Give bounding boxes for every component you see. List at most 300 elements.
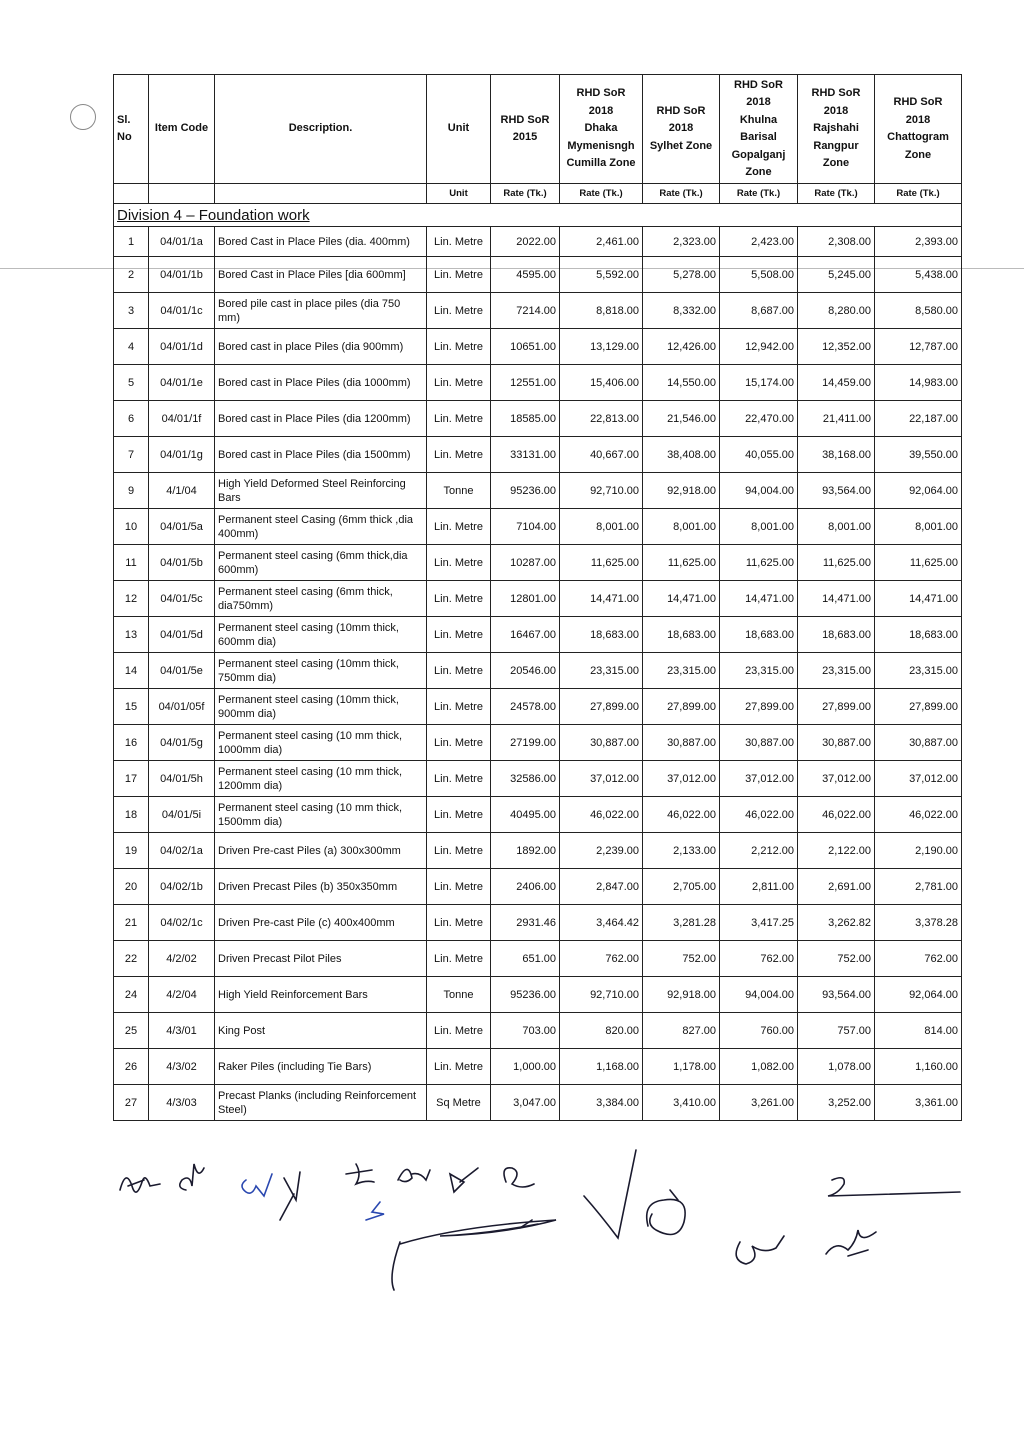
cell-sl-no: 27: [114, 1085, 149, 1121]
cell-rate-rajshahi: 30,887.00: [798, 725, 875, 761]
table-row: [114, 833, 962, 869]
cell-rate-rajshahi: 12,352.00: [798, 329, 875, 365]
cell-rate-sylhet: 14,550.00: [643, 365, 720, 401]
cell-rate-rajshahi: 21,411.00: [798, 401, 875, 437]
cell-rate-sylhet: 27,899.00: [643, 689, 720, 725]
cell-rate-2015: 20546.00: [491, 653, 560, 689]
table-row: [114, 653, 962, 689]
cell-rate-2015: 4595.00: [491, 257, 560, 293]
cell-rate-chattogram: 5,438.00: [875, 257, 962, 293]
cell-description: Driven Pre-cast Piles (a) 300x300mm: [215, 833, 427, 869]
table-row: [114, 257, 962, 293]
cell-description: Driven Precast Pilot Piles: [215, 941, 427, 977]
cell-sl-no: 7: [114, 437, 149, 473]
cell-rate-dhaka: 14,471.00: [560, 581, 643, 617]
table-row: [114, 617, 962, 653]
cell-rate-khulna: 8,001.00: [720, 509, 798, 545]
signature-7: [504, 1168, 534, 1228]
cell-rate-2015: 16467.00: [491, 617, 560, 653]
cell-rate-2015: 2406.00: [491, 869, 560, 905]
cell-rate-chattogram: 3,361.00: [875, 1085, 962, 1121]
cell-description: Driven Precast Piles (b) 350x350mm: [215, 869, 427, 905]
cell-rate-chattogram: 1,160.00: [875, 1049, 962, 1085]
cell-sl-no: 16: [114, 725, 149, 761]
cell-unit: Lin. Metre: [427, 329, 491, 365]
cell-item-code: 04/01/1e: [149, 365, 215, 401]
cell-rate-dhaka: 8,818.00: [560, 293, 643, 329]
cell-unit: Lin. Metre: [427, 1049, 491, 1085]
cell-rate-rajshahi: 1,078.00: [798, 1049, 875, 1085]
cell-rate-khulna: 12,942.00: [720, 329, 798, 365]
cell-sl-no: 9: [114, 473, 149, 509]
signature-8: [392, 1220, 556, 1290]
cell-rate-sylhet: 23,315.00: [643, 653, 720, 689]
cell-rate-sylhet: 8,001.00: [643, 509, 720, 545]
cell-sl-no: 19: [114, 833, 149, 869]
cell-item-code: 04/01/5d: [149, 617, 215, 653]
cell-sl-no: 21: [114, 905, 149, 941]
table-row: [114, 1013, 962, 1049]
cell-unit: Lin. Metre: [427, 689, 491, 725]
cell-rate-chattogram: 14,471.00: [875, 581, 962, 617]
cell-rate-chattogram: 27,899.00: [875, 689, 962, 725]
cell-rate-2015: 40495.00: [491, 797, 560, 833]
cell-rate-rajshahi: 27,899.00: [798, 689, 875, 725]
col-header-rhd-dhaka: RHD SoR 2018 Dhaka Mymenisngh Cumilla Zone: [560, 75, 643, 184]
cell-rate-chattogram: 92,064.00: [875, 977, 962, 1013]
cell-description: Permanent steel casing (10 mm thick, 1000mm dia): [215, 725, 427, 761]
cell-rate-sylhet: 21,546.00: [643, 401, 720, 437]
cell-sl-no: 11: [114, 545, 149, 581]
cell-item-code: 04/01/1b: [149, 257, 215, 293]
signature-2: [180, 1164, 204, 1190]
cell-description: High Yield Reinforcement Bars: [215, 977, 427, 1013]
cell-description: Permanent steel casing (10 mm thick, 1500mm dia): [215, 797, 427, 833]
cell-rate-dhaka: 5,592.00: [560, 257, 643, 293]
cell-rate-2015: 95236.00: [491, 977, 560, 1013]
cell-rate-dhaka: 1,168.00: [560, 1049, 643, 1085]
cell-unit: Tonne: [427, 977, 491, 1013]
cell-unit: Lin. Metre: [427, 365, 491, 401]
cell-unit: Lin. Metre: [427, 617, 491, 653]
cell-rate-khulna: 3,261.00: [720, 1085, 798, 1121]
cell-sl-no: 18: [114, 797, 149, 833]
cell-unit: Lin. Metre: [427, 437, 491, 473]
division-row: [114, 204, 962, 227]
cell-rate-sylhet: 11,625.00: [643, 545, 720, 581]
cell-description: Driven Pre-cast Pile (c) 400x400mm: [215, 905, 427, 941]
cell-rate-chattogram: 2,190.00: [875, 833, 962, 869]
table-row: [114, 761, 962, 797]
cell-unit: Lin. Metre: [427, 833, 491, 869]
cell-rate-dhaka: 11,625.00: [560, 545, 643, 581]
signature-6: [398, 1168, 478, 1192]
col-header-item-code: Item Code: [149, 75, 215, 184]
subheader-rate: Rate (Tk.): [491, 184, 560, 204]
cell-rate-2015: 12551.00: [491, 365, 560, 401]
cell-sl-no: 26: [114, 1049, 149, 1085]
cell-sl-no: 3: [114, 293, 149, 329]
cell-rate-dhaka: 15,406.00: [560, 365, 643, 401]
cell-rate-dhaka: 820.00: [560, 1013, 643, 1049]
cell-rate-chattogram: 3,378.28: [875, 905, 962, 941]
cell-sl-no: 17: [114, 761, 149, 797]
col-header-sl-no: Sl. No: [114, 75, 149, 184]
cell-sl-no: 12: [114, 581, 149, 617]
cell-rate-rajshahi: 752.00: [798, 941, 875, 977]
schedule-of-rates-table: [113, 74, 962, 1121]
cell-rate-dhaka: 27,899.00: [560, 689, 643, 725]
cell-rate-dhaka: 30,887.00: [560, 725, 643, 761]
signature-10: [828, 1178, 960, 1196]
cell-rate-sylhet: 1,178.00: [643, 1049, 720, 1085]
cell-unit: Lin. Metre: [427, 725, 491, 761]
cell-item-code: 04/01/1a: [149, 227, 215, 257]
cell-rate-khulna: 27,899.00: [720, 689, 798, 725]
cell-sl-no: 2: [114, 257, 149, 293]
cell-rate-chattogram: 14,983.00: [875, 365, 962, 401]
cell-rate-rajshahi: 2,122.00: [798, 833, 875, 869]
subheader-rate: Rate (Tk.): [798, 184, 875, 204]
cell-description: Bored Cast in Place Piles (dia. 400mm): [215, 227, 427, 257]
cell-unit: Lin. Metre: [427, 293, 491, 329]
cell-rate-chattogram: 39,550.00: [875, 437, 962, 473]
cell-item-code: 4/2/02: [149, 941, 215, 977]
table-row: [114, 401, 962, 437]
cell-rate-chattogram: 22,187.00: [875, 401, 962, 437]
cell-rate-sylhet: 38,408.00: [643, 437, 720, 473]
cell-rate-sylhet: 30,887.00: [643, 725, 720, 761]
subheader-rate: Rate (Tk.): [643, 184, 720, 204]
cell-description: Permanent steel Casing (6mm thick ,dia 400mm): [215, 509, 427, 545]
cell-rate-rajshahi: 18,683.00: [798, 617, 875, 653]
cell-rate-khulna: 15,174.00: [720, 365, 798, 401]
cell-rate-sylhet: 752.00: [643, 941, 720, 977]
table-row: [114, 1049, 962, 1085]
cell-rate-chattogram: 30,887.00: [875, 725, 962, 761]
cell-rate-khulna: 30,887.00: [720, 725, 798, 761]
cell-rate-rajshahi: 5,245.00: [798, 257, 875, 293]
cell-description: Raker Piles (including Tie Bars): [215, 1049, 427, 1085]
cell-rate-dhaka: 2,847.00: [560, 869, 643, 905]
cell-sl-no: 4: [114, 329, 149, 365]
cell-rate-khulna: 94,004.00: [720, 977, 798, 1013]
signature-3: [242, 1174, 272, 1196]
cell-unit: Lin. Metre: [427, 797, 491, 833]
signature-4: [280, 1172, 300, 1220]
cell-rate-dhaka: 13,129.00: [560, 329, 643, 365]
cell-rate-2015: 2931.46: [491, 905, 560, 941]
cell-sl-no: 22: [114, 941, 149, 977]
table-row: [114, 869, 962, 905]
cell-rate-dhaka: 762.00: [560, 941, 643, 977]
signature-11: [736, 1230, 876, 1264]
cell-description: Bored cast in place Piles (dia 900mm): [215, 329, 427, 365]
cell-item-code: 04/01/5e: [149, 653, 215, 689]
cell-rate-sylhet: 18,683.00: [643, 617, 720, 653]
col-header-description: Description.: [215, 75, 427, 184]
cell-rate-sylhet: 827.00: [643, 1013, 720, 1049]
cell-description: Permanent steel casing (10 mm thick, 1200mm dia): [215, 761, 427, 797]
cell-rate-chattogram: 2,393.00: [875, 227, 962, 257]
cell-rate-khulna: 18,683.00: [720, 617, 798, 653]
cell-rate-2015: 33131.00: [491, 437, 560, 473]
cell-item-code: 04/01/1g: [149, 437, 215, 473]
cell-unit: Lin. Metre: [427, 905, 491, 941]
cell-description: Bored cast in Place Piles (dia 1200mm): [215, 401, 427, 437]
cell-item-code: 04/01/5b: [149, 545, 215, 581]
cell-item-code: 04/02/1b: [149, 869, 215, 905]
cell-item-code: 4/3/01: [149, 1013, 215, 1049]
cell-sl-no: 15: [114, 689, 149, 725]
cell-rate-2015: 32586.00: [491, 761, 560, 797]
cell-rate-dhaka: 40,667.00: [560, 437, 643, 473]
cell-item-code: 4/1/04: [149, 473, 215, 509]
cell-sl-no: 24: [114, 977, 149, 1013]
col-header-rhd-sylhet: RHD SoR 2018 Sylhet Zone: [643, 75, 720, 184]
cell-item-code: 04/01/1d: [149, 329, 215, 365]
cell-rate-chattogram: 11,625.00: [875, 545, 962, 581]
cell-rate-khulna: 1,082.00: [720, 1049, 798, 1085]
cell-rate-khulna: 40,055.00: [720, 437, 798, 473]
subheader-rate: Rate (Tk.): [720, 184, 798, 204]
cell-item-code: 04/02/1a: [149, 833, 215, 869]
cell-description: Bored cast in Place Piles (dia 1500mm): [215, 437, 427, 473]
cell-item-code: 4/2/04: [149, 977, 215, 1013]
cell-unit: Lin. Metre: [427, 1013, 491, 1049]
signature-9: [584, 1150, 685, 1238]
table-row: [114, 977, 962, 1013]
cell-rate-2015: 18585.00: [491, 401, 560, 437]
cell-rate-2015: 1,000.00: [491, 1049, 560, 1085]
cell-rate-dhaka: 3,464.42: [560, 905, 643, 941]
table-row: [114, 1085, 962, 1121]
cell-rate-chattogram: 8,001.00: [875, 509, 962, 545]
cell-rate-khulna: 2,811.00: [720, 869, 798, 905]
cell-unit: Lin. Metre: [427, 869, 491, 905]
cell-rate-2015: 24578.00: [491, 689, 560, 725]
table-row: [114, 797, 962, 833]
cell-rate-sylhet: 14,471.00: [643, 581, 720, 617]
cell-rate-rajshahi: 11,625.00: [798, 545, 875, 581]
cell-rate-khulna: 46,022.00: [720, 797, 798, 833]
table-row: [114, 509, 962, 545]
cell-rate-rajshahi: 93,564.00: [798, 977, 875, 1013]
cell-unit: Lin. Metre: [427, 401, 491, 437]
col-header-unit: Unit: [427, 75, 491, 184]
cell-rate-chattogram: 37,012.00: [875, 761, 962, 797]
cell-rate-chattogram: 46,022.00: [875, 797, 962, 833]
table-row: [114, 473, 962, 509]
cell-rate-chattogram: 92,064.00: [875, 473, 962, 509]
cell-rate-rajshahi: 93,564.00: [798, 473, 875, 509]
cell-rate-khulna: 23,315.00: [720, 653, 798, 689]
cell-rate-2015: 10651.00: [491, 329, 560, 365]
table-row: [114, 329, 962, 365]
cell-unit: Lin. Metre: [427, 257, 491, 293]
col-header-rhd-2015: RHD SoR 2015: [491, 75, 560, 184]
cell-rate-dhaka: 37,012.00: [560, 761, 643, 797]
cell-rate-dhaka: 22,813.00: [560, 401, 643, 437]
cell-rate-dhaka: 92,710.00: [560, 473, 643, 509]
cell-sl-no: 14: [114, 653, 149, 689]
header-row: [114, 75, 962, 184]
cell-sl-no: 6: [114, 401, 149, 437]
cell-sl-no: 10: [114, 509, 149, 545]
unit-subheader-row: [114, 184, 962, 204]
cell-sl-no: 20: [114, 869, 149, 905]
cell-item-code: 04/01/5c: [149, 581, 215, 617]
cell-rate-2015: 95236.00: [491, 473, 560, 509]
table-row: [114, 941, 962, 977]
cell-item-code: 04/02/1c: [149, 905, 215, 941]
cell-rate-dhaka: 2,239.00: [560, 833, 643, 869]
table-row: [114, 689, 962, 725]
cell-unit: Lin. Metre: [427, 653, 491, 689]
cell-rate-2015: 703.00: [491, 1013, 560, 1049]
table-row: [114, 905, 962, 941]
subheader-empty: [114, 184, 149, 204]
cell-rate-2015: 2022.00: [491, 227, 560, 257]
cell-rate-dhaka: 46,022.00: [560, 797, 643, 833]
table-row: [114, 227, 962, 257]
cell-rate-2015: 10287.00: [491, 545, 560, 581]
cell-sl-no: 13: [114, 617, 149, 653]
cell-rate-rajshahi: 3,252.00: [798, 1085, 875, 1121]
cell-rate-khulna: 22,470.00: [720, 401, 798, 437]
cell-description: Permanent steel casing (6mm thick, dia750mm): [215, 581, 427, 617]
cell-item-code: 04/01/5i: [149, 797, 215, 833]
subheader-rate: Rate (Tk.): [875, 184, 962, 204]
subheader-empty: [149, 184, 215, 204]
cell-rate-chattogram: 814.00: [875, 1013, 962, 1049]
cell-description: Bored cast in Place Piles (dia 1000mm): [215, 365, 427, 401]
cell-rate-sylhet: 3,410.00: [643, 1085, 720, 1121]
cell-rate-sylhet: 92,918.00: [643, 977, 720, 1013]
cell-rate-sylhet: 8,332.00: [643, 293, 720, 329]
cell-rate-dhaka: 2,461.00: [560, 227, 643, 257]
cell-item-code: 4/3/02: [149, 1049, 215, 1085]
cell-item-code: 04/01/1f: [149, 401, 215, 437]
cell-description: Permanent steel casing (10mm thick, 600mm dia): [215, 617, 427, 653]
cell-rate-rajshahi: 8,280.00: [798, 293, 875, 329]
cell-rate-sylhet: 2,323.00: [643, 227, 720, 257]
table-row: [114, 365, 962, 401]
cell-rate-rajshahi: 757.00: [798, 1013, 875, 1049]
cell-rate-dhaka: 18,683.00: [560, 617, 643, 653]
cell-rate-sylhet: 92,918.00: [643, 473, 720, 509]
col-header-rhd-chattogram: RHD SoR 2018 Chattogram Zone: [875, 75, 962, 184]
division-title: Division 4 – Foundation work: [114, 204, 962, 227]
table-row: [114, 545, 962, 581]
cell-description: Precast Planks (including Reinforcement Steel): [215, 1085, 427, 1121]
cell-description: Bored Cast in Place Piles [dia 600mm]: [215, 257, 427, 293]
cell-unit: Lin. Metre: [427, 581, 491, 617]
subheader-unit: Unit: [427, 184, 491, 204]
cell-rate-2015: 7104.00: [491, 509, 560, 545]
cell-rate-rajshahi: 46,022.00: [798, 797, 875, 833]
cell-item-code: 04/01/5g: [149, 725, 215, 761]
cell-rate-khulna: 762.00: [720, 941, 798, 977]
col-header-rhd-khulna: RHD SoR 2018 Khulna Barisal Gopalganj Zone: [720, 75, 798, 184]
cell-rate-rajshahi: 23,315.00: [798, 653, 875, 689]
subheader-rate: Rate (Tk.): [560, 184, 643, 204]
col-header-rhd-rajshahi: RHD SoR 2018 Rajshahi Rangpur Zone: [798, 75, 875, 184]
cell-unit: Lin. Metre: [427, 941, 491, 977]
cell-rate-rajshahi: 37,012.00: [798, 761, 875, 797]
cell-rate-khulna: 5,508.00: [720, 257, 798, 293]
cell-rate-sylhet: 37,012.00: [643, 761, 720, 797]
signatures-area: [0, 1130, 1024, 1310]
cell-rate-rajshahi: 8,001.00: [798, 509, 875, 545]
cell-sl-no: 5: [114, 365, 149, 401]
cell-rate-khulna: 37,012.00: [720, 761, 798, 797]
cell-rate-rajshahi: 2,691.00: [798, 869, 875, 905]
cell-rate-rajshahi: 38,168.00: [798, 437, 875, 473]
cell-unit: Lin. Metre: [427, 545, 491, 581]
cell-unit: Sq Metre: [427, 1085, 491, 1121]
cell-rate-rajshahi: 3,262.82: [798, 905, 875, 941]
cell-unit: Tonne: [427, 473, 491, 509]
cell-rate-khulna: 3,417.25: [720, 905, 798, 941]
cell-item-code: 04/01/5h: [149, 761, 215, 797]
table-row: [114, 293, 962, 329]
cell-item-code: 04/01/05f: [149, 689, 215, 725]
cell-rate-sylhet: 5,278.00: [643, 257, 720, 293]
cell-description: Bored pile cast in place piles (dia 750 mm): [215, 293, 427, 329]
cell-rate-2015: 1892.00: [491, 833, 560, 869]
cell-rate-khulna: 11,625.00: [720, 545, 798, 581]
cell-rate-2015: 3,047.00: [491, 1085, 560, 1121]
cell-rate-sylhet: 2,133.00: [643, 833, 720, 869]
signature-1: [120, 1178, 160, 1192]
cell-rate-khulna: 760.00: [720, 1013, 798, 1049]
cell-item-code: 04/01/1c: [149, 293, 215, 329]
cell-item-code: 4/3/03: [149, 1085, 215, 1121]
cell-rate-sylhet: 2,705.00: [643, 869, 720, 905]
cell-item-code: 04/01/5a: [149, 509, 215, 545]
cell-rate-2015: 12801.00: [491, 581, 560, 617]
cell-rate-dhaka: 8,001.00: [560, 509, 643, 545]
cell-rate-sylhet: 3,281.28: [643, 905, 720, 941]
cell-sl-no: 25: [114, 1013, 149, 1049]
cell-unit: Lin. Metre: [427, 227, 491, 257]
cell-unit: Lin. Metre: [427, 509, 491, 545]
cell-rate-sylhet: 46,022.00: [643, 797, 720, 833]
table-body: [114, 227, 962, 1121]
cell-sl-no: 1: [114, 227, 149, 257]
cell-description: Permanent steel casing (10mm thick, 900mm dia): [215, 689, 427, 725]
cell-rate-sylhet: 12,426.00: [643, 329, 720, 365]
table-row: [114, 581, 962, 617]
cell-rate-chattogram: 23,315.00: [875, 653, 962, 689]
cell-rate-chattogram: 8,580.00: [875, 293, 962, 329]
cell-unit: Lin. Metre: [427, 761, 491, 797]
cell-rate-dhaka: 23,315.00: [560, 653, 643, 689]
cell-rate-rajshahi: 14,459.00: [798, 365, 875, 401]
cell-rate-2015: 651.00: [491, 941, 560, 977]
cell-description: Permanent steel casing (6mm thick,dia 600mm): [215, 545, 427, 581]
cell-description: Permanent steel casing (10mm thick, 750mm dia): [215, 653, 427, 689]
cell-rate-khulna: 8,687.00: [720, 293, 798, 329]
cell-rate-2015: 27199.00: [491, 725, 560, 761]
cell-rate-dhaka: 92,710.00: [560, 977, 643, 1013]
subheader-empty: [215, 184, 427, 204]
cell-rate-chattogram: 18,683.00: [875, 617, 962, 653]
table-row: [114, 437, 962, 473]
cell-rate-khulna: 94,004.00: [720, 473, 798, 509]
cell-rate-rajshahi: 2,308.00: [798, 227, 875, 257]
